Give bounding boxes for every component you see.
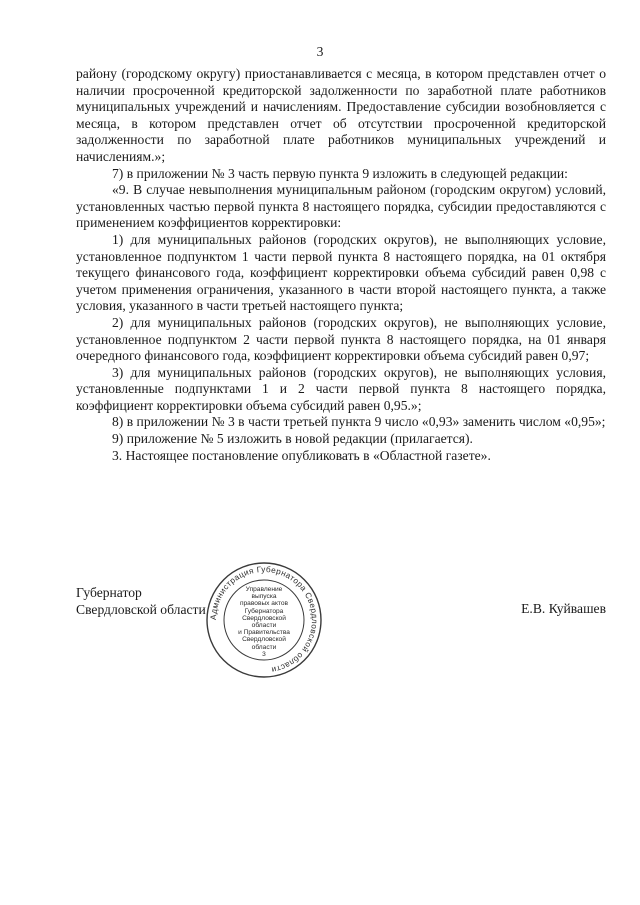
signature-block <box>76 564 606 675</box>
official-seal <box>204 560 324 680</box>
seal-line: и Правительства <box>238 629 290 637</box>
paragraph-subitem-1: 1) для муниципальных районов (городских округов), не выполняющих условие, установленное подпунктом 1 части первой пункта 8 настоящего порядка, на 01 октября текущего финансового года, коэффициент корректировки объема субсидий равен 0,98 с учетом применения ограничения, указанного в части второй настоящего пункта, а также условия, указанного в части третьей настоящего пункта; <box>76 231 606 314</box>
paragraph-quoted-point-9: «9. В случае невыполнения муниципальным районом (городским округом) условий, установленных частью первой пункта 8 настоящего порядка, субсидии предоставляются с применением коэффициентов корректировки: <box>76 182 606 231</box>
paragraph-continuation: району (городскому округу) приостанавливается с месяца, в котором представлен отчет о наличии просроченной кредиторской задолженности по заработной плате работников муниципальных учреждений и начислениям. Предоставление субсидии возобновляется с месяца, в котором представлен отчет об отсутствии просроченной кредиторской задолженности по заработной плате работников муниципальных учреждений и начислениям.»; <box>76 66 606 164</box>
seal-ring-text: Администрация Губернатора Свердловской области <box>208 564 320 675</box>
seal-line: области <box>251 643 277 651</box>
seal-line: правовых актов <box>239 600 289 608</box>
paragraph-item-7: 7) в приложении № 3 часть первую пункта 9 изложить в следующей редакции: <box>112 165 568 181</box>
seal-line: Свердловской <box>242 636 286 644</box>
signer-title <box>76 584 206 618</box>
paragraph-item-9: 9) приложение № 5 изложить в новой редакции (прилагается). <box>112 431 473 447</box>
paragraph-subitem-3: 3) для муниципальных районов (городских округов), не выполняющих условия, установленные подпунктами 1 и 2 части первой пункта 8 настоящего порядка, коэффициент корректировки объема субсидий равен 0,95.»; <box>76 364 606 413</box>
signer-name: Е.В. Куйвашев <box>521 601 606 616</box>
signer-title-line1: Губернатор <box>76 585 142 600</box>
seal-line: Управление <box>245 586 283 593</box>
document-body <box>76 66 606 464</box>
seal-inner-text <box>230 586 298 658</box>
paragraph-subitem-2: 2) для муниципальных районов (городских округов), не выполняющих условие, установленное подпунктом 2 части первой пункта 8 настоящего порядка, на 01 января очередного финансового года, коэффициент корректировки объема субсидий равен 0,97; <box>76 314 606 364</box>
paragraph-item-8: 8) в приложении № 3 в части третьей пункта 9 число «0,93» заменить числом «0,95»; <box>112 414 606 430</box>
seal-line: 3 <box>262 650 266 658</box>
seal-line: Губернатора <box>244 607 284 615</box>
seal-line: Свердловской области <box>242 614 286 630</box>
seal-line: выпуска <box>251 593 277 601</box>
signer-title-line2: Свердловской области <box>76 602 206 617</box>
page-number: 3 <box>316 44 324 59</box>
paragraph-publish: 3. Настоящее постановление опубликовать в «Областной газете». <box>112 447 491 463</box>
